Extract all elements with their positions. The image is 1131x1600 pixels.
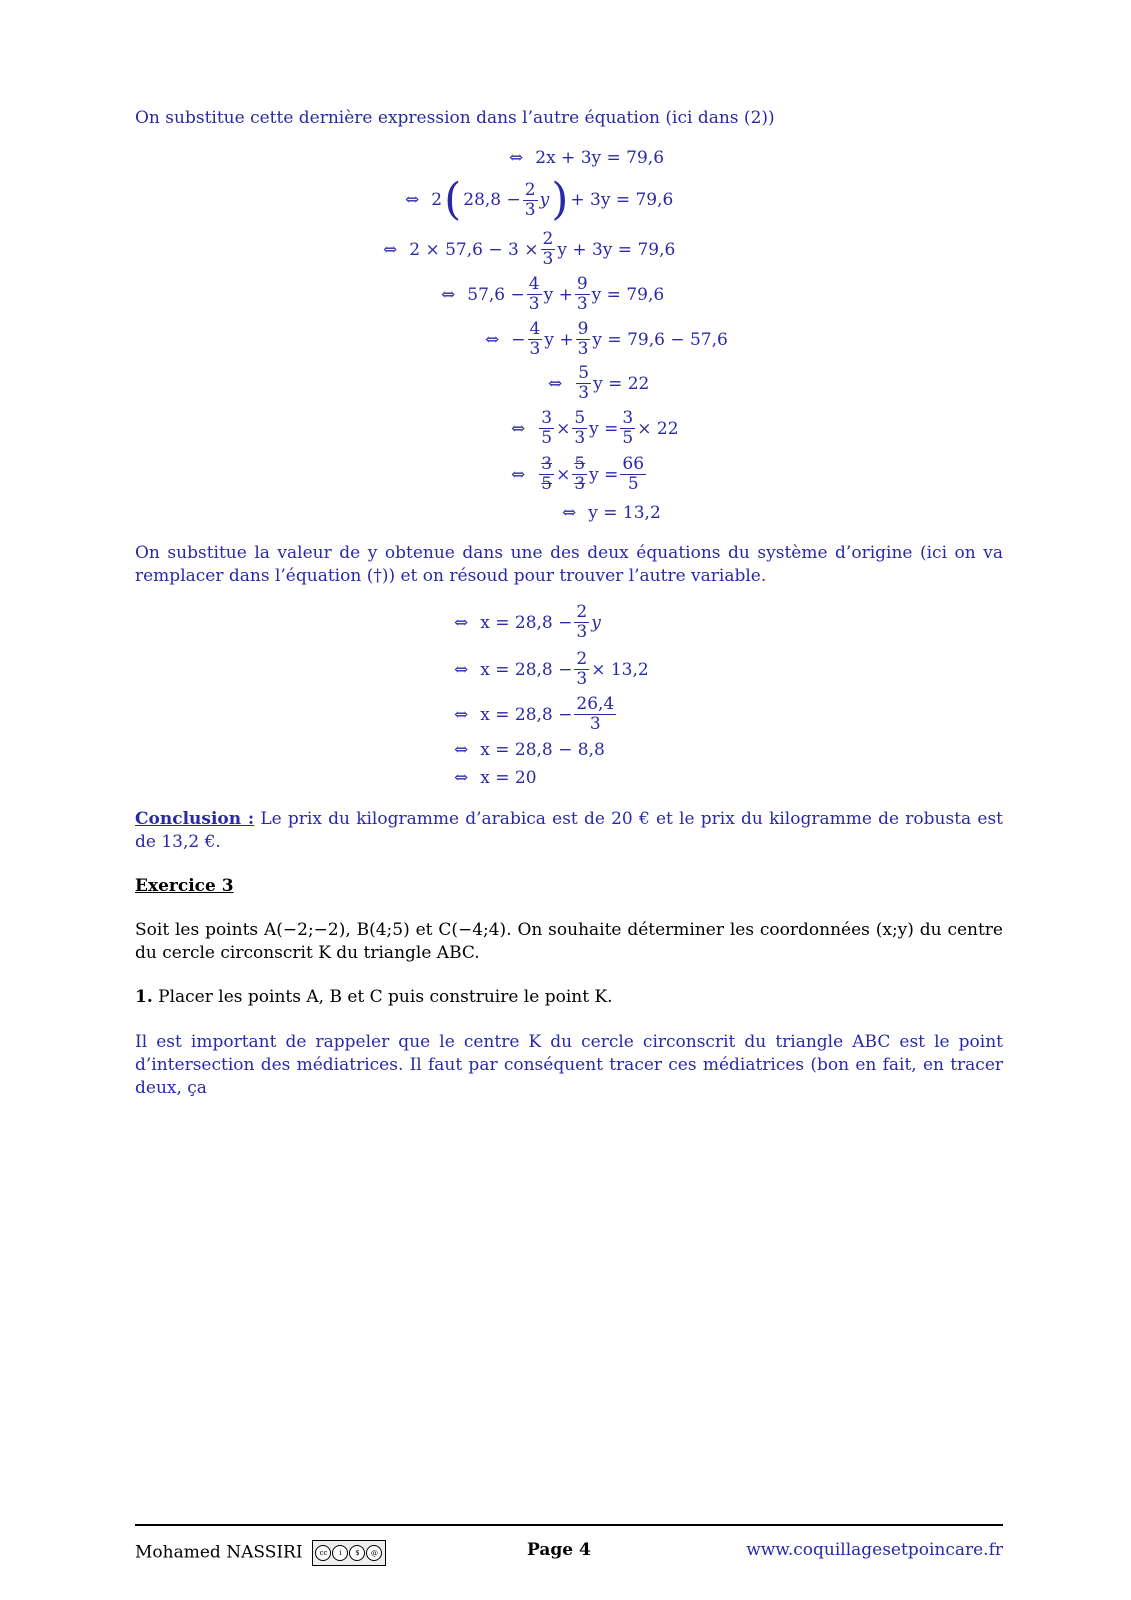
equation-x-2: ⇔ x = 28,8 − $\frac{2}{3}$ × 13,2 (454, 649, 649, 689)
fraction: $\frac{9}{3}$ (576, 274, 588, 314)
equation-5: ⇔ − $\frac{4}{3}$ y + $\frac{9}{3}$ y = 79,6 − 57,6 (485, 319, 728, 359)
conclusion-label: Conclusion : (135, 809, 255, 829)
fraction: $\frac{9}{3}$ (577, 319, 589, 359)
equation-1: ⇔ 2x + 3y = 79,6 (509, 148, 665, 168)
equation-2: ⇔ 2 ( 28,8 − $\frac{2}{3}$ y ) + 3y = 79,6 (405, 174, 674, 225)
equation-6: ⇔ $\frac{5}{3}$ y = 22 (548, 363, 650, 403)
equation-3: ⇔ 2 × 57,6 − 3 × $\frac{2}{3}$ y + 3y = 79,6 (383, 229, 676, 269)
equation-x-3: ⇔ x = 28,8 − $\frac{26,4}{3}$ (454, 694, 615, 734)
cc-by-nc-sa-icon: cc i $ @ (312, 1540, 386, 1566)
footer-page-number: Page 4 (527, 1540, 591, 1560)
answer-paragraph: Il est important de rappeler que le centre K du cercle circonscrit du triangle ABC est le point d’intersection des médiatrices. Il faut par conséquent tracer ces médiatrices (bon en fait, en tracer deux, ça (135, 1032, 1003, 1098)
exercise-title: Exercice 3 (135, 876, 234, 896)
equivalence-symbol: ⇔ (509, 148, 524, 168)
substitution-intro: On substitue cette dernière expression dans l’autre équation (ici dans (2)) (135, 108, 775, 128)
exercise-statement: Soit les points A(−2;−2), B(4;5) et C(−4;4). On souhaite déterminer les coordonnées (x;y) du centre du cercle circonscrit K du triangle ABC. (135, 920, 1003, 963)
fraction: $\frac{2}{3}$ (576, 602, 588, 642)
equation-8: ⇔ $\frac{3}{5}$ × $\frac{5}{3}$ y = $\frac{66}{5}$ (511, 454, 645, 494)
fraction: $\frac{4}{3}$ (528, 274, 540, 314)
equation-x-5: ⇔ x = 20 (454, 768, 537, 788)
footer-author: Mohamed NASSIRI cc i $ @ (135, 1540, 386, 1566)
equation-x-4: ⇔ x = 28,8 − 8,8 (454, 740, 605, 760)
fraction: $\frac{3}{5}$ (622, 408, 634, 448)
conclusion: Conclusion : Le prix du kilogramme d’arabica est de 20 € et le prix du kilogramme de robusta est de 13,2 €. (135, 809, 1004, 852)
fraction: $\frac{66}{5}$ (622, 454, 645, 494)
fraction: $\frac{2}{3}$ (576, 649, 588, 689)
substitution-explanation: On substitue la valeur de y obtenue dans une des deux équations du système d’origine (ici on va remplacer dans l’équation (†)) et on résoud pour trouver l’autre variable. (135, 543, 1003, 586)
fraction: $\frac{5}{3}$ (574, 454, 586, 494)
footer-website-link[interactable]: www.coquillagesetpoincare.fr (746, 1540, 1003, 1560)
fraction: $\frac{2}{3}$ (524, 179, 536, 220)
fraction: $\frac{3}{5}$ (541, 454, 553, 494)
equation-7: ⇔ $\frac{3}{5}$ × $\frac{5}{3}$ y = $\frac{3}{5}$ × 22 (511, 408, 679, 448)
fraction: $\frac{2}{3}$ (542, 229, 554, 269)
fraction: $\frac{5}{3}$ (574, 408, 586, 448)
footer-rule (135, 1524, 1003, 1526)
fraction: $\frac{26,4}{3}$ (576, 694, 615, 734)
equation-4: ⇔ 57,6 − $\frac{4}{3}$ y + $\frac{9}{3}$ y = 79,6 (441, 274, 665, 314)
equation-x-1: ⇔ x = 28,8 − $\frac{2}{3}$ y (454, 602, 601, 642)
equation-9: ⇔ y = 13,2 (562, 503, 661, 523)
fraction: $\frac{3}{5}$ (541, 408, 553, 448)
question-1: 1. Placer les points A, B et C puis construire le point K. (135, 987, 613, 1007)
fraction: $\frac{5}{3}$ (578, 363, 590, 403)
fraction: $\frac{4}{3}$ (529, 319, 541, 359)
